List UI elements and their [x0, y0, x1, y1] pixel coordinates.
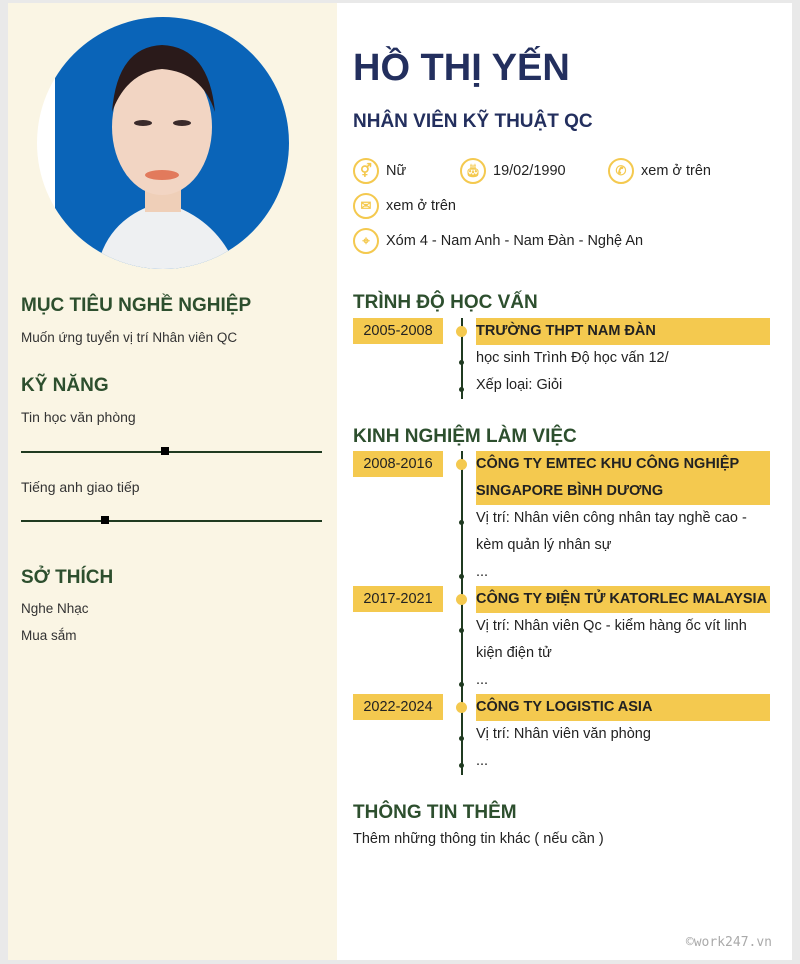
gender-info: [353, 158, 406, 184]
experience-heading: KINH NGHIỆM LÀM VIỆC: [353, 426, 577, 447]
email-icon: ✉: [353, 193, 379, 219]
experience-entry: [353, 694, 770, 775]
birthday-info: [460, 158, 566, 184]
entry-item: Xếp loại: Giỏi: [476, 372, 770, 399]
job-title: NHÂN VIÊN KỸ THUẬT QC: [353, 111, 593, 132]
profile-photo: [37, 17, 289, 269]
skills-heading: KỸ NĂNG: [21, 375, 109, 396]
hobbies-heading: SỞ THÍCH: [21, 567, 114, 588]
entry-item: học sinh Trình Độ học vấn 12/: [476, 345, 770, 372]
experience-timeline: [353, 451, 770, 775]
cv-page: [8, 3, 792, 960]
entry-heading: CÔNG TY LOGISTIC ASIA: [476, 694, 770, 721]
skill-name: Tin học văn phòng: [21, 409, 136, 425]
entry-item: Vị trí: Nhân viên Qc - kiểm hàng ốc vít linh kiện điện tử: [476, 613, 770, 667]
entry-date: 2017-2021: [353, 586, 443, 612]
skill-bar: [21, 520, 322, 522]
extra-info-heading: THÔNG TIN THÊM: [353, 802, 517, 823]
entry-heading: TRƯỜNG THPT NAM ĐÀN: [476, 318, 770, 345]
entry-heading: CÔNG TY ĐIỆN TỬ KATORLEC MALAYSIA: [476, 586, 770, 613]
phone-value: xem ở trên: [641, 163, 711, 179]
skill-level-marker: [161, 447, 169, 455]
entry-item: ...: [476, 667, 770, 694]
entry-item: ...: [476, 748, 770, 775]
objective-heading: MỤC TIÊU NGHỀ NGHIỆP: [21, 295, 252, 316]
email-info: [353, 193, 456, 219]
hobby-item: Mua sắm: [21, 628, 77, 643]
entry-date: 2005-2008: [353, 318, 443, 344]
education-timeline: [353, 318, 770, 399]
map-marker-icon: ⌖: [353, 228, 379, 254]
entry-date: 2008-2016: [353, 451, 443, 477]
gender-value: Nữ: [386, 163, 407, 179]
experience-entry: [353, 586, 770, 694]
watermark: ©work247.vn: [685, 935, 772, 950]
candidate-name: HỒ THỊ YẾN: [353, 47, 570, 89]
entry-heading: CÔNG TY EMTEC KHU CÔNG NGHIỆP SINGAPORE BÌNH DƯƠNG: [476, 451, 770, 505]
education-heading: TRÌNH ĐỘ HỌC VẤN: [353, 292, 538, 313]
entry-item: Vị trí: Nhân viên công nhân tay nghề cao - kèm quản lý nhân sự: [476, 505, 770, 559]
skill-name: Tiếng anh giao tiếp: [21, 479, 140, 495]
entry-date: 2022-2024: [353, 694, 443, 720]
birthday-cake-icon: 🎂︎: [460, 158, 486, 184]
entry-item: Vị trí: Nhân viên văn phòng: [476, 721, 770, 748]
address-value: Xóm 4 - Nam Anh - Nam Đàn - Nghệ An: [386, 233, 644, 249]
gender-icon: ⚥: [353, 158, 379, 184]
phone-info: [608, 158, 711, 184]
email-value: xem ở trên: [386, 198, 456, 214]
birthday-value: 19/02/1990: [493, 163, 566, 179]
skill-level-marker: [101, 516, 109, 524]
entry-item: ...: [476, 559, 770, 586]
education-entry: [353, 318, 770, 399]
hobby-item: Nghe Nhạc: [21, 601, 89, 616]
extra-info-text: Thêm những thông tin khác ( nếu cần ): [353, 831, 604, 847]
skill-bar: [21, 451, 322, 453]
objective-text: Muốn ứng tuyển vị trí Nhân viên QC: [21, 330, 238, 345]
experience-entry: [353, 451, 770, 586]
address-info: [353, 228, 643, 254]
phone-icon: ✆: [608, 158, 634, 184]
sidebar: [8, 3, 337, 960]
